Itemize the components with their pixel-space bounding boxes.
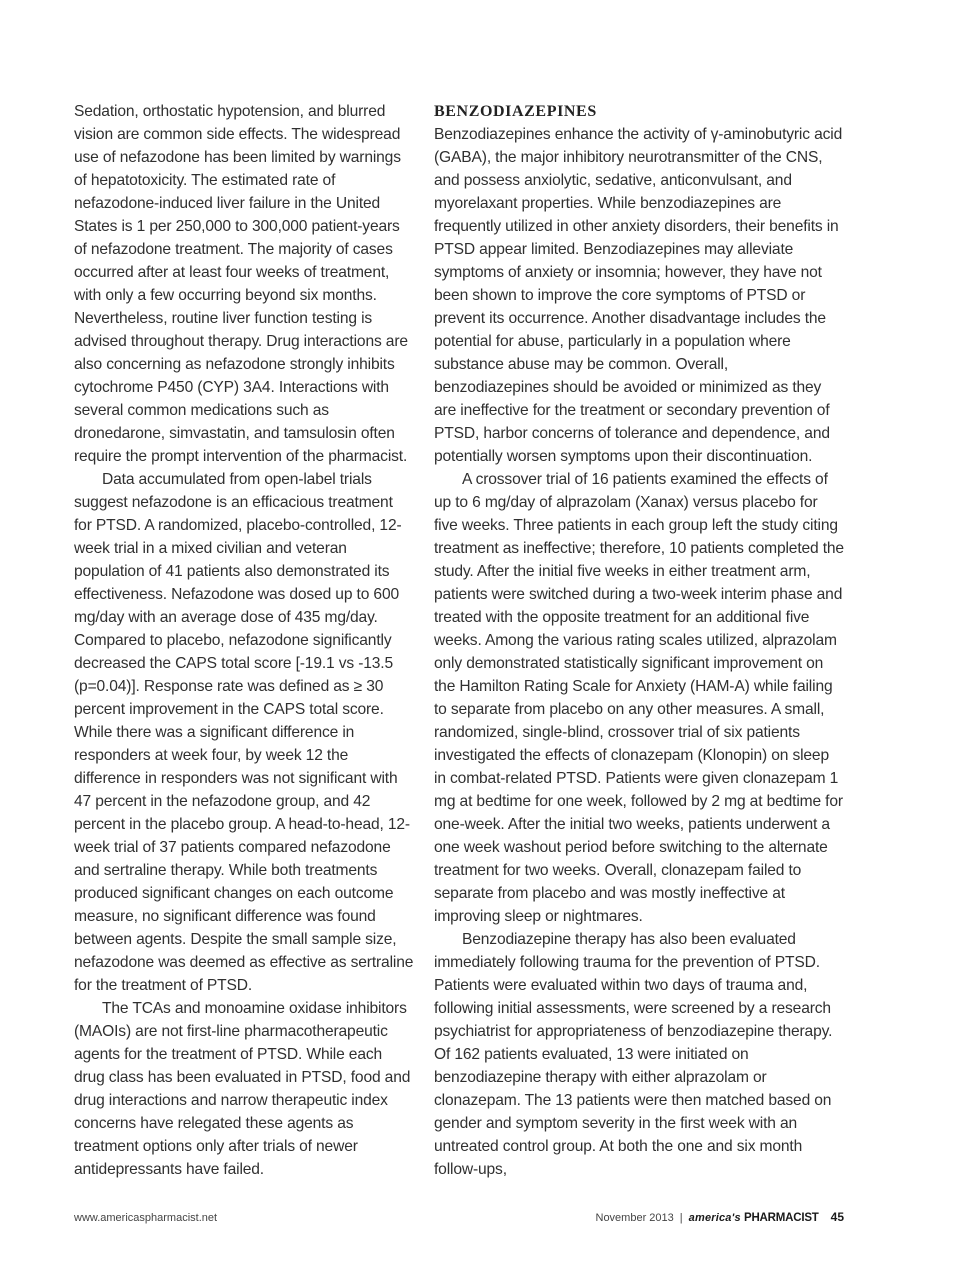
body-paragraph: Benzodiazepines enhance the activity of γ-aminobutyric acid (GABA), the major inhibitory neurotransmitter of the CNS, and possess anxiolytic, sedative, anticonvulsant, and myorelaxant properties. While benzodiazepines are frequently utilized in other anxiety disorders, their benefits in PTSD appear limited. Benzodiazepines may alleviate symptoms of anxiety or insomnia; however, they have not been shown to improve the core symptoms of PTSD or prevent its occurrence. Another disadvantage includes the potential for abuse, particularly in a population where substance abuse may be common. Overall, benzodiazepines should be avoided or minimized as they are ineffective for the treatment or secondary prevention of PTSD, harbor concerns of tolerance and dependence, and potentially worsen symptoms upon their discontinuation. — [434, 126, 843, 465]
right-column — [434, 100, 844, 1181]
body-paragraph: A crossover trial of 16 patients examined the effects of up to 6 mg/day of alprazolam (Xanax) versus placebo for five weeks. Three patients in each group left the study citing treatment as ineffective; therefore, 10 patients completed the study. After the initial five weeks in either treatment arm, patients were switched during a two-week interim phase and treated with the opposite treatment for an additional five weeks. Among the various rating scales utilized, alprazolam only demonstrated statistically significant improvement on the Hamilton Rating Scale for Anxiety (HAM-A) while failing to separate from placebo on any other measures. A small, randomized, single-blind, crossover trial of six patients investigated the effects of clonazepam (Klonopin) on sleep in combat-related PTSD. Patients were given clonazepam 1 mg at bedtime for one week, followed by 2 mg at bedtime for one-week. After the initial two weeks, patients underwent a one week washout period before switching to the alternate treatment for two weeks. Overall, clonazepam failed to separate from placebo and was mostly ineffective at improving sleep or nightmares. — [434, 471, 844, 925]
footer-folio — [596, 1210, 845, 1224]
logo-prefix: america's — [688, 1212, 741, 1224]
page-footer — [74, 1210, 844, 1230]
issue-date: November 2013 — [595, 1212, 674, 1224]
logo-name: PHARMACIST — [743, 1212, 819, 1224]
footer-separator: | — [679, 1212, 683, 1224]
body-paragraph: Sedation, orthostatic hypotension, and blurred vision are common side effects. The widespread use of nefazodone has been limited by warnings of hepatotoxicity. The estimated rate of nefazodone-induced liver failure in the United States is 1 per 250,000 to 300,000 patient-years of nefazodone treatment. The majority of cases occurred after at least four weeks of treatment, with only a few occurring beyond six months. Nevertheless, routine liver function testing is advised throughout therapy. Drug interactions are also concerning as nefazodone strongly inhibits cytochrome P450 (CYP) 3A4. Interactions with several common medications such as dronedarone, simvastatin, and tamsulosin often require the prompt intervention of the pharmacist. — [74, 103, 408, 465]
website-url: www.americaspharmacist.net — [74, 1212, 218, 1224]
magazine-logo — [689, 1212, 819, 1224]
section-heading: BENZODIAZEPINES — [434, 103, 597, 120]
body-paragraph: Data accumulated from open-label trials suggest nefazodone is an efficacious treatment for PTSD. A randomized, placebo-controlled, 12-week trial in a mixed civilian and veteran population of 41 patients also demonstrated its effectiveness. Nefazodone was dosed up to 600 mg/day with an average dose of 435 mg/day. Compared to placebo, nefazodone significantly decreased the CAPS total score [-19.1 vs -13.5 (p=0.04)]. Response rate was defined as ≥ 30 percent improvement in the CAPS total score. While there was a significant difference in responders at week four, by week 12 the difference in responders was not significant with 47 percent in the nefazodone group, and 42 percent in the placebo group. A head-to-head, 12-week trial of 37 patients compared nefazodone and sertraline therapy. While both treatments produced significant changes on each outcome measure, no significant difference was found between agents. Despite the small sample size, nefazodone was deemed as effective as sertraline for the treatment of PTSD. — [74, 471, 414, 994]
body-paragraph: The TCAs and monoamine oxidase inhibitors (MAOIs) are not first-line pharmacotherapeutic agents for the treatment of PTSD. While each drug class has been evaluated in PTSD, food and drug interactions and narrow therapeutic index concerns have relegated these agents as treatment options only after trials of newer antidepressants have failed. — [74, 1000, 411, 1178]
left-column — [74, 100, 414, 1181]
page-number: 45 — [830, 1210, 844, 1224]
body-paragraph: Benzodiazepine therapy has also been evaluated immediately following trauma for the prevention of PTSD. Patients were evaluated within two days of trauma and, following initial assessments, were screened by a research psychiatrist for appropriateness of benzodiazepine therapy. Of 162 patients evaluated, 13 were initiated on benzodiazepine therapy with either alprazolam or clonazepam. The 13 patients were then matched based on gender and symptom severity in the first week with an untreated control group. At both the one and six month follow-ups, — [434, 931, 833, 1178]
